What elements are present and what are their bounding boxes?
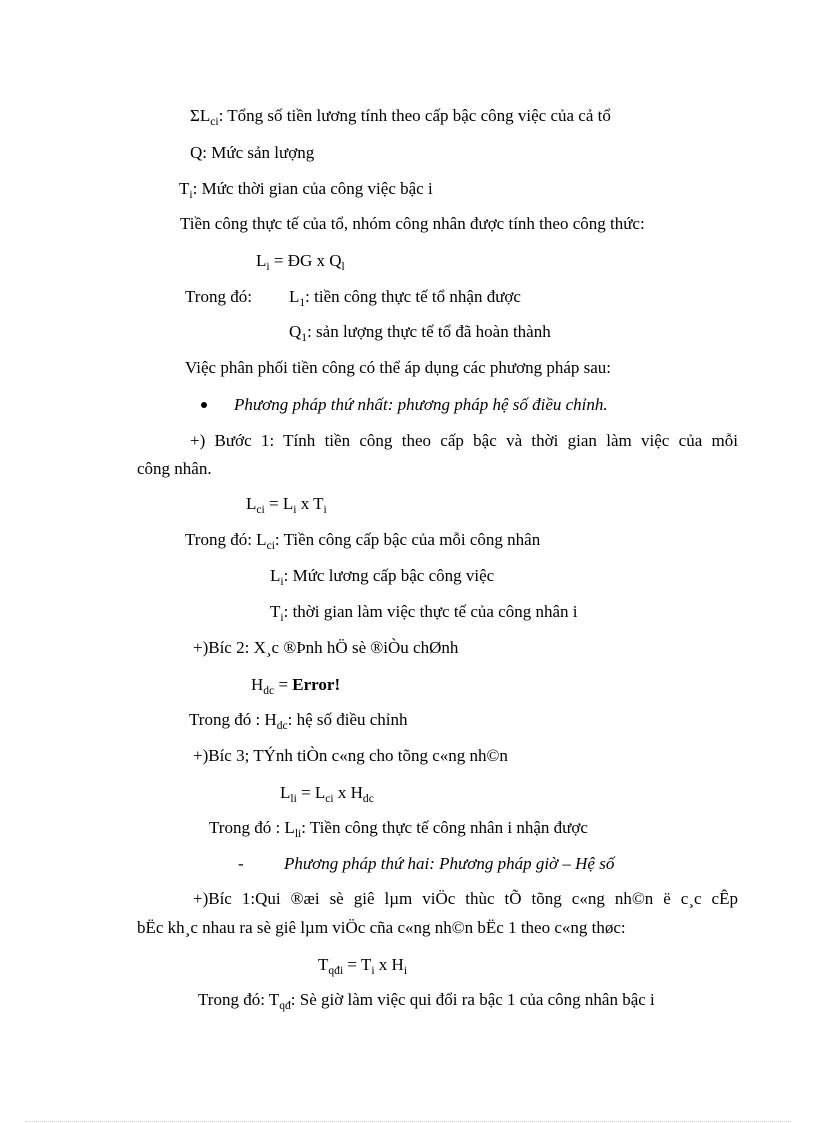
where-l1: Trong đó:: [185, 287, 252, 306]
where-tqd-def: Trong đó: $T_{qđ}$: Sè giờ làm việc qui đổi ra bậc 1 của công nhân bậc i: [198, 990, 655, 1013]
step-one-paragraph: +) Bước 1: Tính tiền công theo cấp bậc và thời gian làm việc của mỗi: [190, 431, 738, 450]
step-two-heading: +)Bíc 2: X¸c ®Þnh hÖ sè ®iÒu chØnh: [193, 638, 459, 657]
where-ti-def: $T_i$: thời gian làm việc thực tế của công nhân i: [270, 602, 578, 625]
footer-divider: [25, 1121, 791, 1122]
method-one-heading: Phương pháp thứ nhất: phương pháp hệ số điều chỉnh.: [234, 395, 608, 414]
where-li-def: $L_i$: Mức lương cấp bậc công việc: [270, 566, 495, 589]
method-two-heading: Phương pháp thứ hai: Phương pháp giờ – Hệ số: [284, 854, 615, 873]
formula-hdc: $H_{dc}$ = Error!: [251, 675, 341, 698]
formula-li: $L_i$ = ĐG x $Q_l$: [256, 251, 345, 274]
formula-lli: $L_{li} = L_{ci}$ x $H_{dc}$: [280, 783, 374, 806]
formula-lci: $L_{ci} = L_i$ x $T_i$: [246, 494, 327, 517]
definition-ti: $T_i$: Mức thời gian của công việc bậc i: [179, 179, 433, 202]
step-one-conversion-paragraph-cont: bËc kh¸c nhau ra sè giê lµm viÖc cña c«ng nh©n bËc 1 theo c«ng thøc:: [137, 918, 626, 937]
step-one-conversion-paragraph: +)Bíc 1:Qui ®æi sè giê lµm viÖc thùc tÕ tõng c«ng nh©n ë c¸c cÊp: [193, 889, 738, 908]
definition-q: Q: Mức sản lượng: [190, 143, 315, 162]
step-one-paragraph-cont: công nhân.: [137, 459, 212, 478]
where-l1-def: $L_1$: tiền công thực tế tổ nhận được: [289, 287, 521, 310]
error-field: Error!: [292, 675, 341, 694]
where-lli-def: Trong đó : $L_{li}$: Tiền công thực tế công nhân i nhận được: [209, 818, 588, 841]
definition-sum-lci: $\Sigma L_{ci}$: Tổng số tiền lương tính theo cấp bậc công việc của cả tổ: [190, 106, 611, 129]
where-hdc-def: Trong đó : $H_{dc}$: hệ số điều chỉnh: [189, 710, 408, 733]
dash-marker: -: [238, 854, 244, 873]
formula-tqdi: $T_{qđi} = T_i$ x $H_i$: [318, 955, 408, 978]
where-lci-def: Trong đó: $L_{ci}$: Tiền công cấp bậc của mỗi công nhân: [185, 530, 541, 553]
where-q1-def: $Q_1$: sản lượng thực tế tổ đã hoàn thành: [289, 322, 551, 345]
step-three-heading: +)Bíc 3; TÝnh tiÒn c«ng cho tõng c«ng nh©n: [193, 746, 508, 765]
paragraph-distribution-methods: Việc phân phối tiền công có thể áp dụng các phương pháp sau:: [185, 358, 612, 377]
paragraph-actual-wage: Tiền công thực tế của tổ, nhóm công nhân được tính theo công thức:: [180, 214, 645, 233]
bullet-icon: [201, 402, 207, 408]
